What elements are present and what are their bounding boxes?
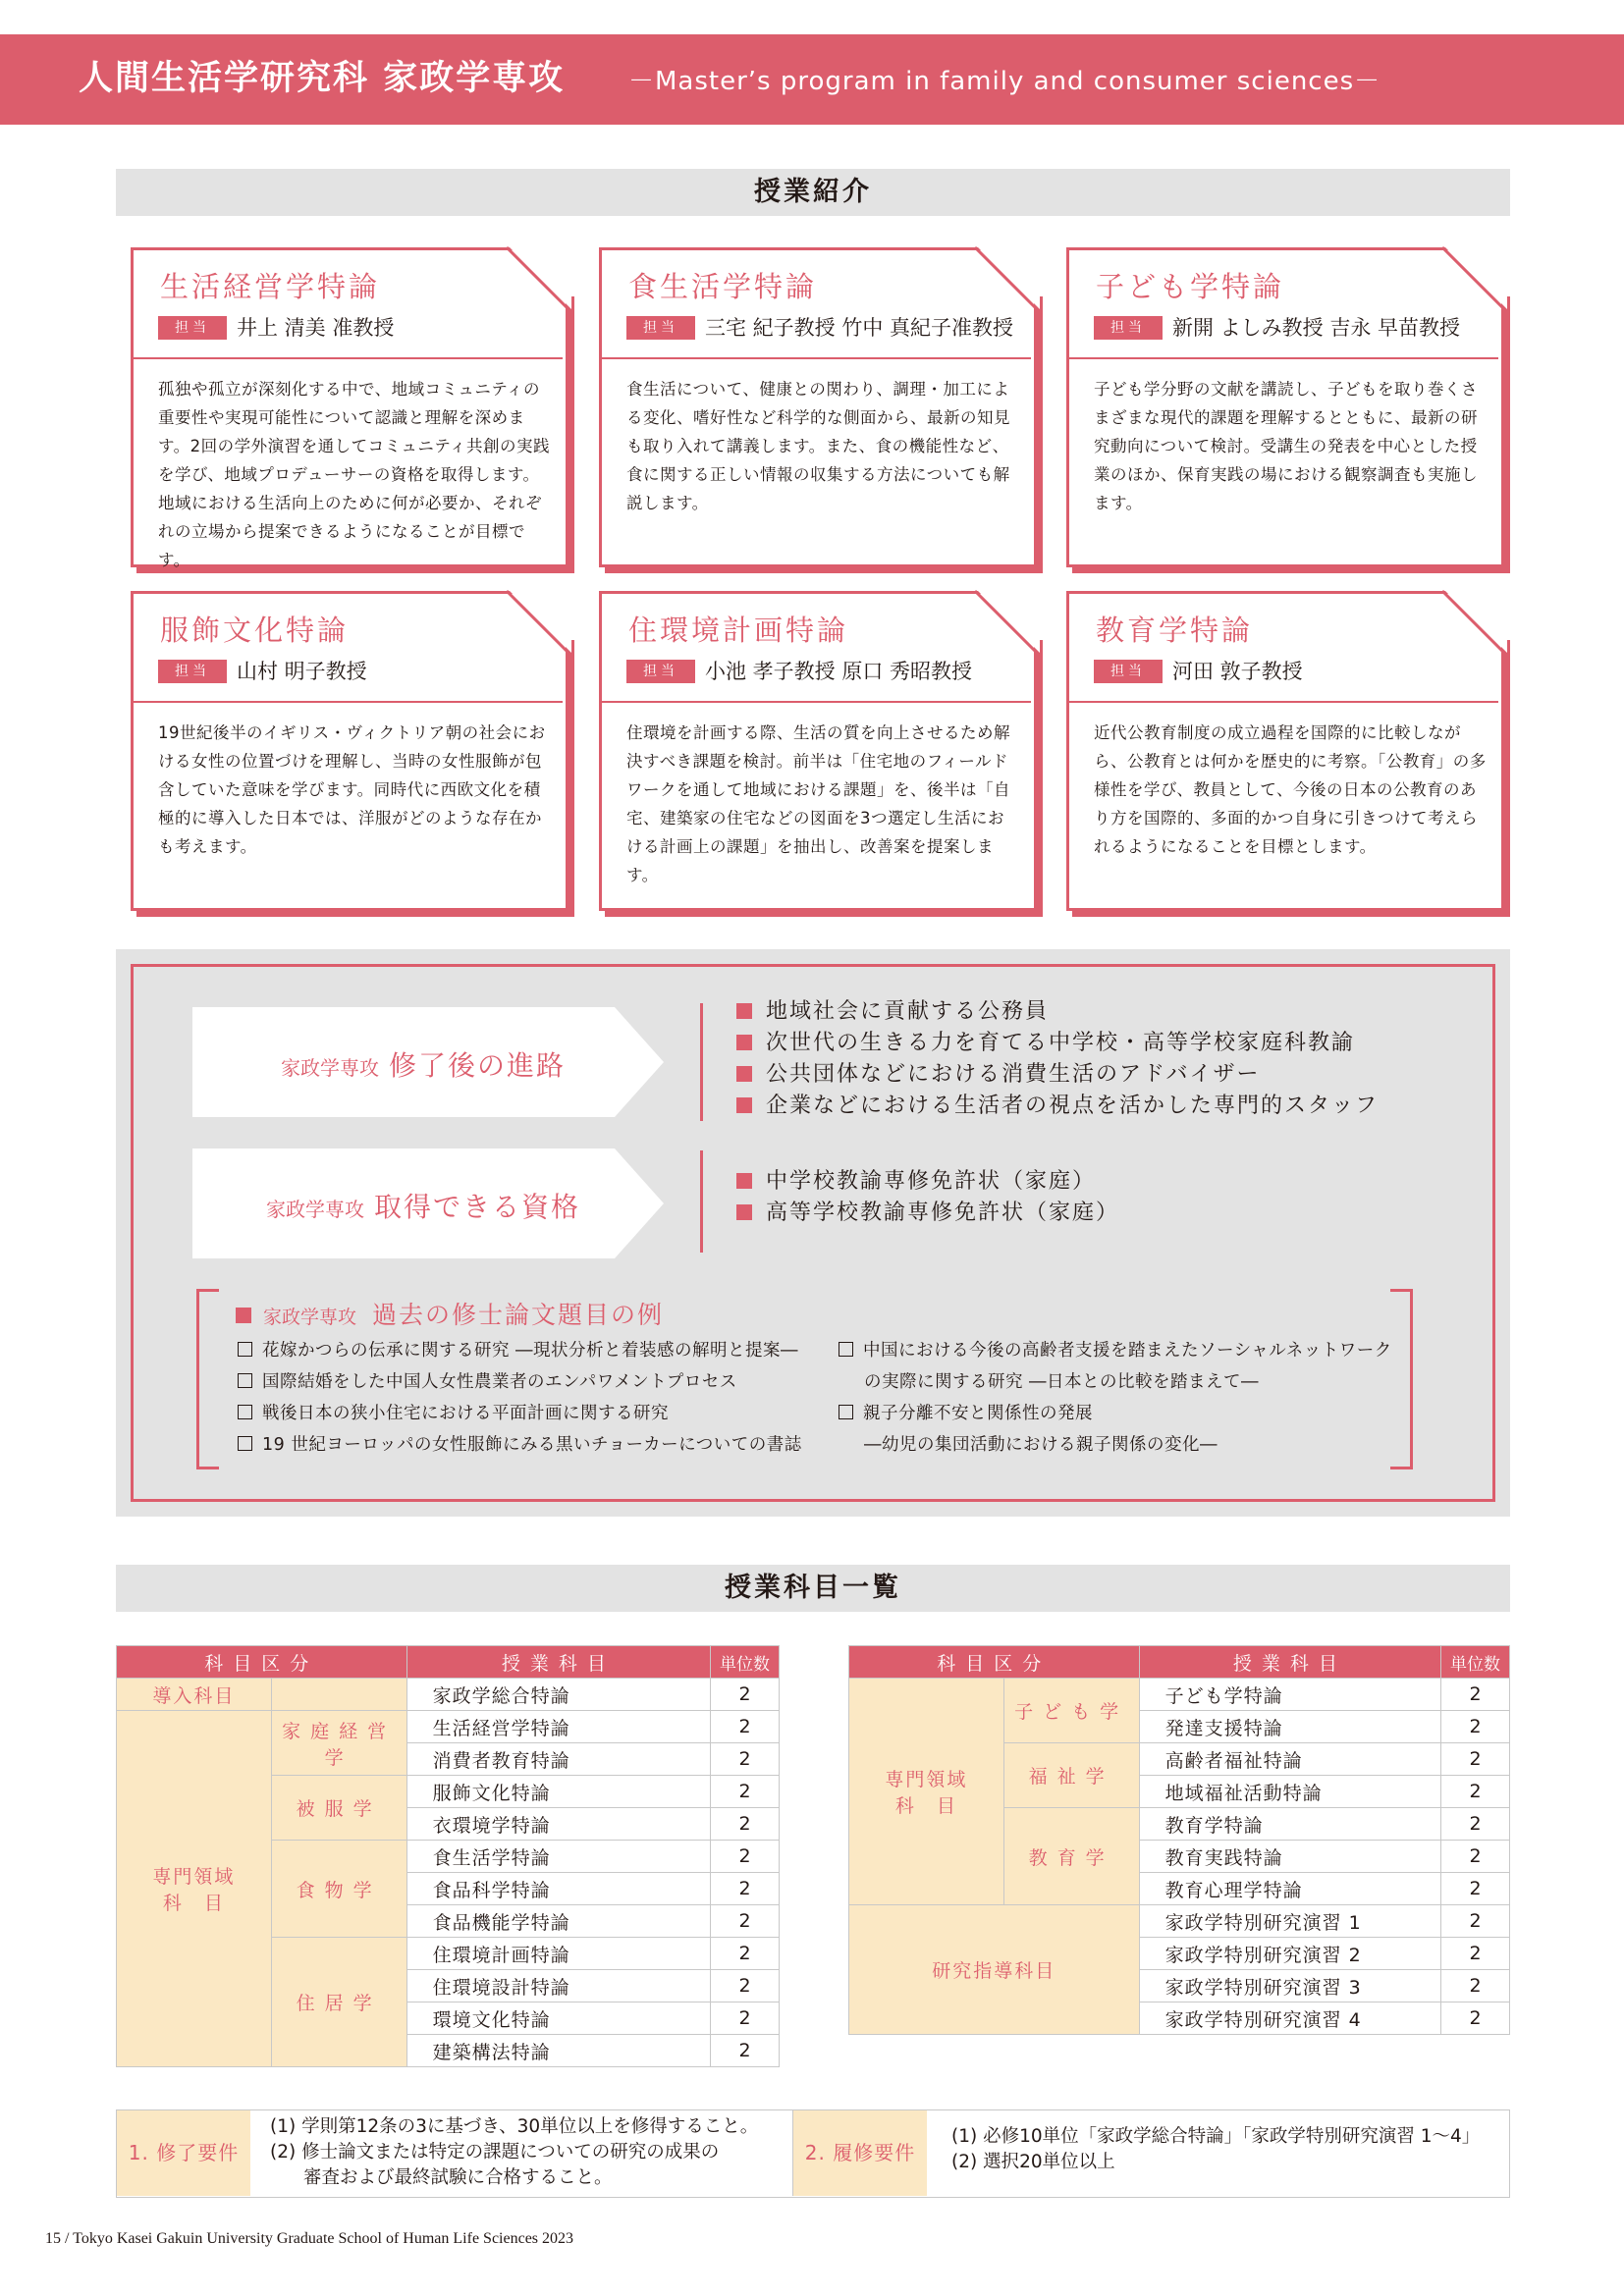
subject-cell: 環境文化特論 (406, 2002, 711, 2035)
subject-cell: 住環境計画特論 (406, 1938, 711, 1970)
subgroup-education: 教育学 (1003, 1808, 1139, 1905)
col-header-category: 科目区分 (117, 1646, 407, 1679)
qualification-title: 取得できる資格 (373, 1191, 580, 1223)
qualification-arrow (192, 1148, 664, 1258)
course-title: 食生活学特論 (628, 270, 818, 303)
subject-cell: 食生活学特論 (406, 1841, 711, 1873)
card-shadow (136, 911, 574, 917)
card-corner-fold (507, 588, 571, 653)
thesis-item-continued: の実際に関する研究 ―日本との比較を踏まえて― (864, 1372, 1260, 1392)
charge-tag: 担当 (158, 316, 227, 340)
classes-section-heading: 授業紹介 (116, 169, 1510, 216)
card-shadow (1037, 296, 1043, 571)
course-instructor: 小池 孝子教授 原口 秀昭教授 (705, 660, 973, 683)
card-shadow (568, 640, 574, 915)
card-corner-fold (507, 244, 571, 309)
qualification-divider (700, 1150, 703, 1253)
thesis-heading: 家政学専攻 過去の修士論文題目の例 (236, 1296, 664, 1331)
units-cell: 2 (711, 2002, 780, 2035)
subject-cell: 発達支援特論 (1139, 1711, 1441, 1743)
qualification-item: 高等学校教諭専修免許状（家庭） (736, 1198, 1119, 1229)
checkbox-icon (238, 1342, 252, 1357)
col-header-units: 単位数 (711, 1646, 780, 1679)
subject-cell: 地域福祉活動特論 (1139, 1776, 1441, 1808)
units-cell: 2 (711, 1905, 780, 1938)
course-instructor: 新開 よしみ教授 吉永 早苗教授 (1172, 316, 1461, 340)
card-divider (134, 701, 563, 703)
course-card (1066, 591, 1508, 915)
course-card (131, 247, 572, 571)
checkbox-icon (238, 1405, 252, 1419)
career-dept-label: 家政学専攻 (280, 1056, 379, 1080)
category-specialized: 専門領域 科 目 (849, 1679, 1004, 1905)
card-divider (602, 701, 1031, 703)
units-cell: 2 (711, 1711, 780, 1743)
card-divider (134, 357, 563, 359)
career-title: 修了後の進路 (388, 1049, 566, 1082)
card-corner-fold (1442, 244, 1507, 309)
course-card (599, 247, 1041, 571)
career-item: 地域社会に貢献する公務員 (736, 996, 1379, 1028)
course-requirements-text: (1) 必修10単位「家政学総合特論」「家政学特別研究演習 1～4」 (2) 選択20単位以上 (951, 2126, 1481, 2172)
subject-cell: 食品機能学特論 (406, 1905, 711, 1938)
curriculum-table-left (116, 1645, 780, 2067)
card-shadow (605, 911, 1043, 917)
subject-cell: 家政学総合特論 (406, 1679, 711, 1711)
course-description: 子ども学分野の文献を講読し、子どもを取り巻くさまざまな現代的課題を理解するとともに、最新の研究動向について検討。受講生の発表を中心とした授業のほか、保育実践の場における観察調査も実施します。 (1094, 380, 1478, 512)
units-cell: 2 (1441, 1776, 1510, 1808)
career-list (736, 996, 1379, 1122)
units-cell: 2 (1441, 1679, 1510, 1711)
units-cell: 2 (711, 1808, 780, 1841)
course-instructor: 河田 敦子教授 (1172, 660, 1303, 683)
subgroup-child-studies: 子ども学 (1003, 1679, 1139, 1743)
qualification-dept-label: 家政学専攻 (265, 1198, 364, 1221)
card-divider (1069, 701, 1498, 703)
units-cell: 2 (1441, 1873, 1510, 1905)
card-shadow (1072, 911, 1510, 917)
card-corner-fold (975, 588, 1040, 653)
course-instructor: 山村 明子教授 (237, 660, 367, 683)
course-title: 住環境計画特論 (628, 614, 849, 647)
subject-cell: 家政学特別研究演習 4 (1139, 2002, 1441, 2035)
course-description: 孤独や孤立が深刻化する中で、地域コミュニティの重要性や実現可能性について認識と理解を深めます。2回の学外演習を通してコミュニティ共創の実践を学び、地域プロデューサーの資格を取得します。地域における生活向上のために何が必要か、それぞれの立場から提案できるようになることが目標です。 (158, 380, 551, 569)
course-title: 教育学特論 (1096, 614, 1254, 647)
category-empty (271, 1679, 406, 1711)
subject-cell: 衣環境学特論 (406, 1808, 711, 1841)
units-cell: 2 (1441, 1905, 1510, 1938)
subject-cell: 教育心理学特論 (1139, 1873, 1441, 1905)
subject-cell: 教育実践特論 (1139, 1841, 1441, 1873)
career-item: 次世代の生きる力を育てる中学校・高等学校家庭科教諭 (736, 1028, 1379, 1059)
subject-cell: 食品科学特論 (406, 1873, 711, 1905)
col-header-subject: 授業科目 (1139, 1646, 1441, 1679)
completion-requirements-text: (1) 学則第12条の3に基づき、30単位以上を修得すること。 (2) 修士論文または特定の課題についての研究の成果の 審査および最終試験に合格すること。 (270, 2116, 759, 2188)
checkbox-icon (839, 1342, 853, 1357)
card-corner-fold (975, 244, 1040, 309)
subject-cell: 服飾文化特論 (406, 1776, 711, 1808)
units-cell: 2 (711, 1938, 780, 1970)
units-cell: 2 (1441, 1970, 1510, 2002)
charge-tag: 担当 (1094, 660, 1163, 683)
requirements-box (116, 2109, 1510, 2198)
units-cell: 2 (1441, 1808, 1510, 1841)
subgroup-clothing: 被服学 (271, 1776, 406, 1841)
course-description: 食生活について、健康との関わり、調理・加工による変化、嗜好性など科学的な側面から、最新の知見も取り入れて講義します。また、食の機能性など、食に関する正しい情報の収集する方法についても解説します。 (626, 380, 1010, 512)
units-cell: 2 (1441, 1711, 1510, 1743)
units-cell: 2 (711, 1970, 780, 2002)
units-cell: 2 (711, 1776, 780, 1808)
units-cell: 2 (711, 2035, 780, 2067)
category-specialized: 専門領域 科 目 (117, 1711, 272, 2067)
units-cell: 2 (1441, 1743, 1510, 1776)
subject-cell: 住環境設計特論 (406, 1970, 711, 2002)
thesis-bracket-right (1390, 1289, 1413, 1469)
course-card (131, 591, 572, 915)
card-shadow (568, 296, 574, 571)
qualification-item: 中学校教諭専修免許状（家庭） (736, 1166, 1119, 1198)
thesis-item: 戦後日本の狭小住宅における平面計画に関する研究 (238, 1400, 802, 1431)
units-cell: 2 (1441, 1938, 1510, 1970)
checkbox-icon (238, 1373, 252, 1388)
course-instructor: 三宅 紀子教授 竹中 真紀子准教授 (705, 316, 1014, 340)
subject-cell: 家政学特別研究演習 2 (1139, 1938, 1441, 1970)
card-corner-fold (1442, 588, 1507, 653)
subgroup-welfare: 福祉学 (1003, 1743, 1139, 1808)
subject-cell: 消費者教育特論 (406, 1743, 711, 1776)
curriculum-section-heading: 授業科目一覧 (116, 1565, 1510, 1612)
subgroup-food: 食物学 (271, 1841, 406, 1938)
units-cell: 2 (711, 1841, 780, 1873)
subject-cell: 家政学特別研究演習 1 (1139, 1905, 1441, 1938)
card-shadow (1504, 640, 1510, 915)
col-header-subject: 授業科目 (406, 1646, 711, 1679)
charge-tag: 担当 (626, 660, 695, 683)
card-divider (602, 357, 1031, 359)
page-title: 人間生活学研究科 家政学専攻 (79, 59, 566, 98)
course-card (599, 591, 1041, 915)
charge-tag: 担当 (1094, 316, 1163, 340)
course-title: 子ども学特論 (1096, 270, 1285, 303)
thesis-item: 中国における今後の高齢者支援を踏まえたソーシャルネットワーク (839, 1337, 1392, 1368)
category-research: 研究指導科目 (849, 1905, 1140, 2035)
thesis-bracket-left (196, 1289, 219, 1469)
course-title: 服飾文化特論 (160, 614, 350, 647)
charge-tag: 担当 (626, 316, 695, 340)
curriculum-table-right (848, 1645, 1510, 2035)
thesis-item: 国際結婚をした中国人女性農業者のエンパワメントプロセス (238, 1368, 802, 1400)
units-cell: 2 (1441, 1841, 1510, 1873)
course-instructor: 井上 清美 准教授 (237, 316, 395, 340)
card-divider (1069, 357, 1498, 359)
page-footer: 15 / Tokyo Kasei Gakuin University Graduate School of Human Life Sciences 2023 (45, 2230, 574, 2247)
career-divider (700, 1003, 703, 1121)
subgroup-housing: 住居学 (271, 1938, 406, 2067)
card-shadow (1504, 296, 1510, 571)
page-subtitle: －Master’s program in family and consumer sciences－ (628, 67, 1381, 96)
career-item: 企業などにおける生活者の視点を活かした専門的スタッフ (736, 1091, 1379, 1122)
card-shadow (605, 567, 1043, 573)
subject-cell: 子ども学特論 (1139, 1679, 1441, 1711)
col-header-units: 単位数 (1441, 1646, 1510, 1679)
subject-cell: 生活経営学特論 (406, 1711, 711, 1743)
thesis-item: 親子分離不安と関係性の発展 (839, 1400, 1392, 1431)
card-shadow (1072, 567, 1510, 573)
career-arrow (192, 1007, 664, 1117)
course-title: 生活経営学特論 (160, 270, 381, 303)
course-requirements-label: 2. 履修要件 (792, 2110, 927, 2196)
qualification-list (736, 1166, 1119, 1229)
course-card (1066, 247, 1508, 571)
thesis-item-continued: ―幼児の集団活動における親子関係の変化― (864, 1435, 1218, 1455)
subject-cell: 家政学特別研究演習 3 (1139, 1970, 1441, 2002)
thesis-item: 19 世紀ヨーロッパの女性服飾にみる黒いチョーカーについての書誌 (238, 1431, 802, 1463)
career-item: 公共団体などにおける消費生活のアドバイザー (736, 1059, 1379, 1091)
subject-cell: 高齢者福祉特論 (1139, 1743, 1441, 1776)
units-cell: 2 (711, 1743, 780, 1776)
completion-requirements-label: 1. 修了要件 (117, 2110, 250, 2196)
units-cell: 2 (711, 1873, 780, 1905)
course-description: 近代公教育制度の成立過程を国際的に比較しながら、公教育とは何かを歴史的に考察。「公教育」の多様性を学び、教員として、今後の日本の公教育のあり方を国際的、多面的かつ自身に引きつけて考えられるようになることを目標とします。 (1094, 723, 1487, 856)
subject-cell: 教育学特論 (1139, 1808, 1441, 1841)
category-intro: 導入科目 (117, 1679, 272, 1711)
checkbox-icon (238, 1436, 252, 1451)
checkbox-icon (839, 1405, 853, 1419)
charge-tag: 担当 (158, 660, 227, 683)
course-description: 住環境を計画する際、生活の質を向上させるため解決すべき課題を検討。前半は「住宅地のフィールドワークを通して地域における課題」を、後半は「自宅、建築家の住宅などの図面を3つ選定し生活における計画上の課題」を抽出し、改善案を提案します。 (626, 723, 1010, 884)
subgroup-home-management: 家庭経営学 (271, 1711, 406, 1776)
col-header-category: 科目区分 (849, 1646, 1140, 1679)
units-cell: 2 (1441, 2002, 1510, 2035)
thesis-list-left (238, 1337, 802, 1463)
card-shadow (1037, 640, 1043, 915)
subject-cell: 建築構法特論 (406, 2035, 711, 2067)
course-description: 19世紀後半のイギリス・ヴィクトリア朝の社会における女性の位置づけを理解し、当時の女性服飾が包含していた意味を学びます。同時代に西欧文化を積極的に導入した日本では、洋服がどのような存在かも考えます。 (158, 723, 546, 856)
thesis-list-right (839, 1337, 1392, 1463)
thesis-item: 花嫁かつらの伝承に関する研究 ―現状分析と着装感の解明と提案― (238, 1337, 802, 1368)
units-cell: 2 (711, 1679, 780, 1711)
